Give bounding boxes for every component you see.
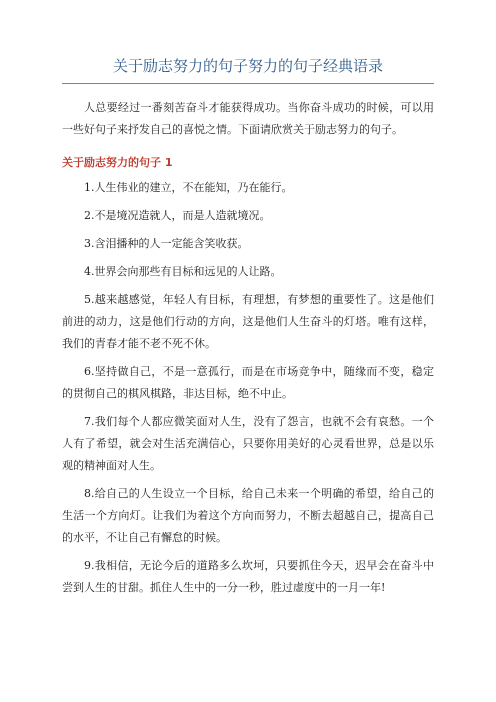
quote-item-7: 7.我们每个人都应微笑面对人生，没有了怨言，也就不会有哀愁。一个人有了希望，就会对生活充满信心，只要你用美好的心灵看世界，总是以乐观的精神面对人生。 xyxy=(62,415,434,472)
quote-item-8: 8.给自己的人生设立一个目标，给自己未来一个明确的希望，给自己的生活一个方向灯。让我们为着这个方向而努力，不断去超越自己，提高自己的水平，不让自己有懈怠的时候。 xyxy=(62,487,434,544)
quote-item-1: 1.人生伟业的建立，不在能知，乃在能行。 xyxy=(84,181,293,194)
quote-item-2: 2.不是境况造就人，而是人造就境况。 xyxy=(84,209,271,222)
quote-list xyxy=(62,177,434,599)
quote-item-4: 4.世界会向那些有目标和远见的人让路。 xyxy=(84,265,282,278)
quote-item-3: 3.含泪播种的人一定能含笑收获。 xyxy=(84,237,249,250)
intro-paragraph: 人总要经过一番刻苦奋斗才能获得成功。当你奋斗成功的时候，可以用一些好句子来抒发自己的喜悦之情。下面请欣赏关于励志努力的句子。 xyxy=(62,101,434,136)
quote-item-6: 6.坚持做自己，不是一意孤行，而是在市场竞争中，随缘而不变，稳定的贯彻自己的棋风棋路，非达目标，绝不中止。 xyxy=(62,365,434,400)
quote-item-9: 9.我相信，无论今后的道路多么坎坷，只要抓住今天，迟早会在奋斗中尝到人生的甘甜。抓住人生中的一分一秒，胜过虚度中的一月一年! xyxy=(62,559,434,594)
title-divider xyxy=(62,83,434,84)
quote-item-5: 5.越来越感觉，年轻人有目标，有理想，有梦想的重要性了。这是他们前进的动力，这是他们行动的方向，这是他们人生奋斗的灯塔。唯有这样，我们的青春才能不老不死不休。 xyxy=(62,293,434,350)
document-title: 关于励志努力的句子努力的句子经典语录 xyxy=(112,57,383,75)
section-heading: 关于励志努力的句子 1 xyxy=(62,156,173,169)
